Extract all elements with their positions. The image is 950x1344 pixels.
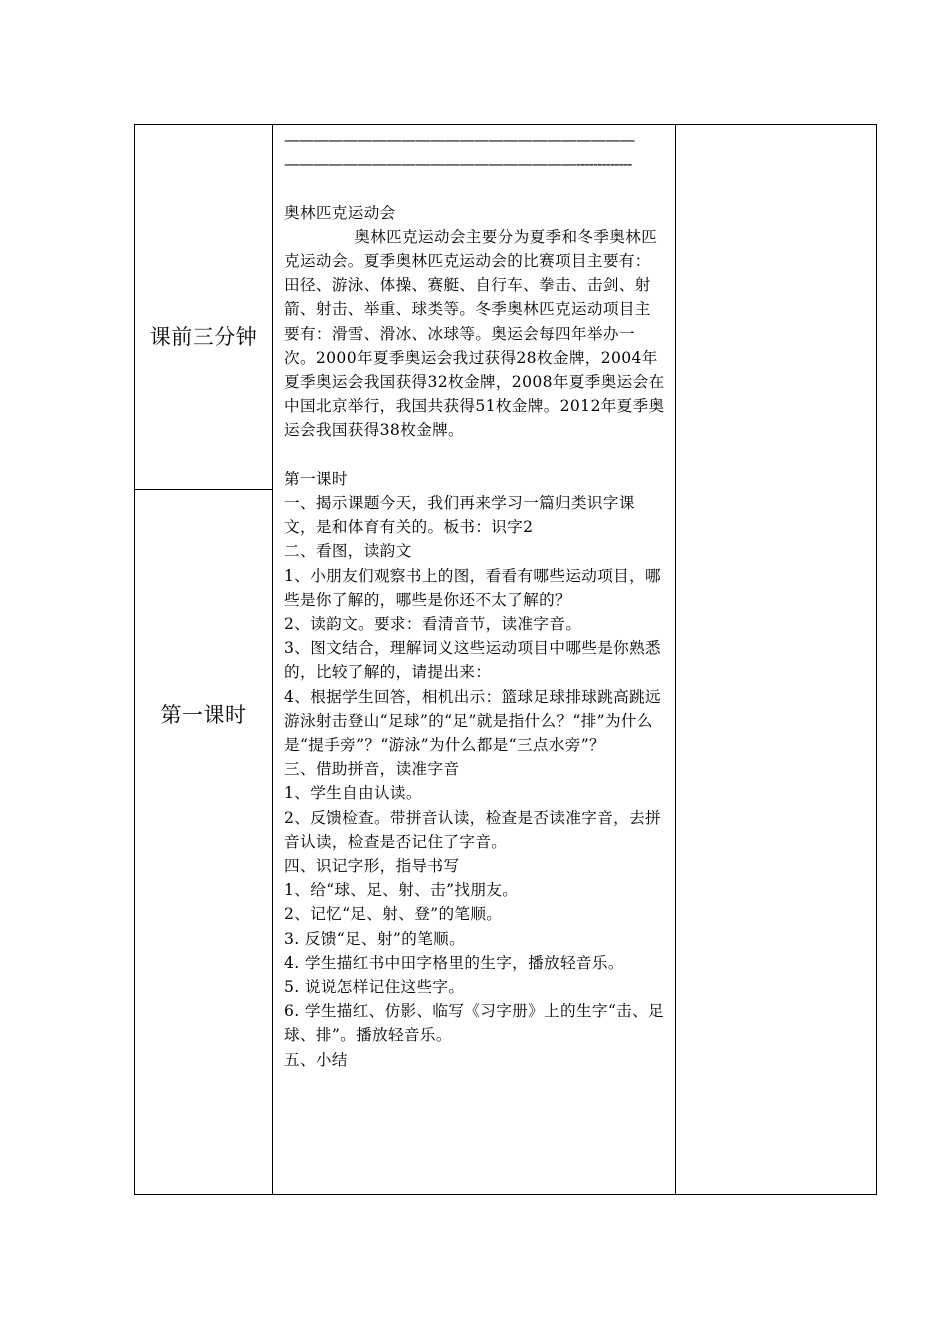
row-label-pre-class: 课前三分钟 [149, 325, 258, 349]
lesson-step: 2、读韵文。要求：看清音节，读准字音。 [284, 615, 582, 634]
reading-title: 奥林匹克运动会 [284, 203, 396, 222]
lesson-heading: 第一课时 [284, 469, 348, 488]
lesson-step: 1、给“球、足、射、击”找朋友。 [284, 881, 519, 900]
lesson-step: 3. 反馈“足、射”的笔顺。 [284, 929, 466, 948]
lesson-step: 6. 学生描红、仿影、临写《习字册》上的生字“击、足球、排”。播放轻音乐。 [284, 1002, 664, 1045]
lesson-step: 1、学生自由认读。 [284, 784, 422, 803]
blank-line [284, 176, 666, 200]
lesson-plan-table [134, 124, 877, 1195]
row-divider [135, 489, 272, 490]
lesson-step: 二、看图，读韵文 [284, 542, 412, 561]
lesson-step: 5. 说说怎样记住这些字。 [284, 978, 465, 997]
lesson-step: 4. 学生描红书中田字格里的生字，播放轻音乐。 [284, 953, 624, 972]
lesson-step: 三、借助拼音，读准字音 [284, 760, 460, 779]
column-divider [675, 125, 676, 1194]
lesson-step: 1、小朋友们观察书上的图，看看有哪些运动项目，哪些是你了解的，哪些是你还不太了解的？ [284, 566, 661, 609]
dash-line: ———————————————————————— [284, 131, 635, 149]
dash-line: ————————————————————------------- [284, 155, 632, 174]
lesson-step: 3、图文结合，理解词义这些运动项目中哪些是你熟悉的，比较了解的，请提出来： [284, 639, 661, 682]
lesson-content [284, 128, 666, 1072]
blank-line [284, 443, 666, 467]
lesson-step: 四、识记字形，指导书写 [284, 857, 460, 876]
lesson-step: 2、反馈检查。带拼音认读，检查是否读准字音，去拼音认读，检查是否记住了字音。 [284, 808, 661, 851]
reading-body: 奥林匹克运动会主要分为夏季和冬季奥林匹克运动会。夏季奥林匹克运动会的比赛项目主要有：田径、游泳、体操、赛艇、自行车、拳击、击剑、射箭、射击、举重、球类等。冬季奥林匹克运动项目主要有：滑雪、滑冰、冰球等。奥运会每四年举办一次。2000年夏季奥运会我过获得28枚金牌，2004年夏季奥运会我国获得32枚金牌，2008年夏季奥运会在中国北京举行，我国共获得51枚金牌。2012年夏季奥运会我国获得38枚金牌。 [284, 227, 665, 440]
lesson-step: 2、记忆“足、射、登”的笔顺。 [284, 905, 503, 924]
lesson-step: 一、揭示课题今天，我们再来学习一篇归类识字课文，是和体育有关的。板书：识字2 [284, 494, 635, 537]
row-label-first-lesson: 第一课时 [160, 703, 247, 727]
column-divider [272, 125, 273, 1194]
lesson-step: 4、根据学生回答，相机出示：篮球足球排球跳高跳远游泳射击登山“足球”的“足”就是指什么？“排”为什么是“提手旁”？“游泳”为什么都是“三点水旁”？ [284, 687, 661, 755]
lesson-step: 五、小结 [284, 1050, 348, 1069]
